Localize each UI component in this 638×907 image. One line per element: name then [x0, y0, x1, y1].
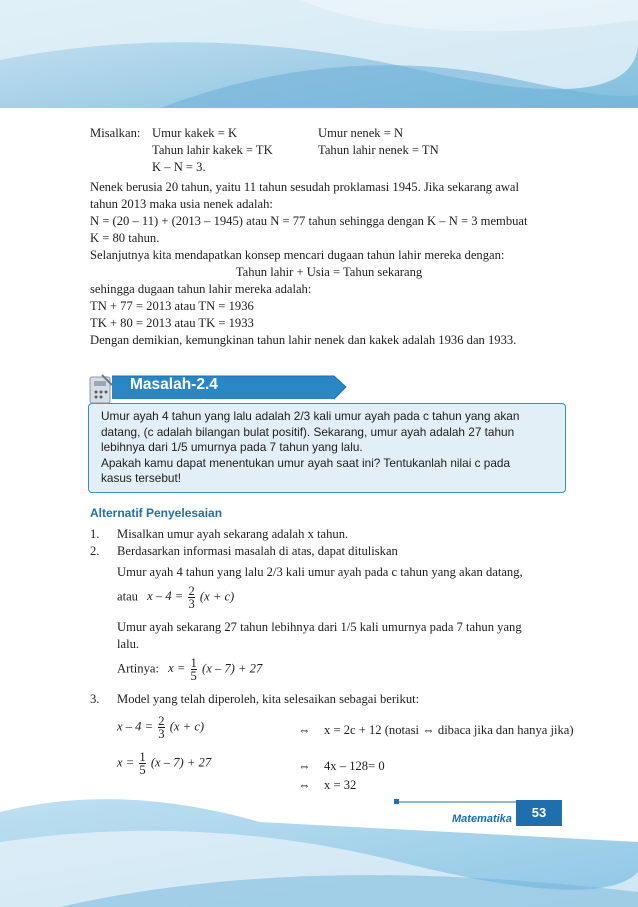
m2-numerator: 1: [139, 750, 146, 764]
kakek-lahir: Tahun lahir kakek = TK: [152, 143, 273, 157]
misalkan-row-2: [90, 142, 568, 159]
m1-denominator: 3: [158, 727, 165, 741]
step-3-number: 3.: [90, 692, 100, 706]
step-1: [90, 526, 568, 543]
eq1-left: x – 4 =: [147, 589, 184, 604]
eq1-fraction: [188, 585, 194, 610]
m3-iff: ⇔: [298, 778, 311, 792]
nenek-lahir: Tahun lahir nenek = TN: [318, 143, 439, 157]
kakek-umur: Umur kakek = K: [152, 126, 238, 140]
p1-line4: K = 80 tahun.: [90, 231, 160, 245]
masalah-line1: Umur ayah 4 tahun yang lalu adalah 2/3 kali umur ayah pada c tahun yang akan: [101, 409, 520, 423]
step-1-text: Misalkan umur ayah sekarang adalah x tahun.: [117, 527, 349, 541]
eq2-fraction: [191, 657, 197, 682]
eq2-left: x =: [168, 661, 186, 676]
p3-line4: Dengan demikian, kemungkinan tahun lahir nenek dan kakek adalah 1936 dan 1933.: [90, 333, 517, 347]
atau-label: atau: [117, 589, 138, 604]
masalah-line3: lebihnya dari 1/5 umurnya pada 7 tahun yang lalu.: [101, 440, 363, 455]
m1-left: x – 4 =: [117, 719, 154, 734]
equation-1: [90, 585, 568, 615]
m1-right: (x + c): [169, 719, 205, 734]
eq1-denominator: 3: [188, 597, 195, 611]
nenek-umur: Umur nenek = N: [318, 126, 404, 140]
eq2-denominator: 5: [190, 669, 197, 683]
p3-line3: TK + 80 = 2013 atau TK = 1933: [90, 316, 254, 330]
masalah-content-box: [88, 403, 566, 493]
math-tools-icon: [88, 373, 114, 407]
step-3-text: Model yang telah diperoleh, kita selesaikan sebagai berikut:: [117, 692, 420, 706]
step-2: [90, 543, 568, 560]
misalkan-label: Misalkan:: [90, 126, 141, 140]
m2-denominator: 5: [139, 763, 146, 777]
alternatif-title: Alternatif Penyelesaian: [90, 506, 223, 520]
m2-fraction: [139, 751, 145, 776]
p1-line1: Nenek berusia 20 tahun, yaitu 11 tahun sesudah proklamasi 1945. Jika sekarang awal: [90, 180, 520, 194]
m1-numerator: 2: [158, 714, 165, 728]
misalkan-row-3: [90, 159, 568, 176]
m2-result: 4x – 128= 0: [324, 759, 385, 773]
selisih: K – N = 3.: [152, 160, 206, 174]
step-3: [90, 691, 568, 708]
footer-label: Matematika: [452, 813, 512, 825]
solution-steps: [90, 526, 574, 794]
m2-right: (x – 7) + 27: [150, 755, 212, 770]
masalah-line5: kasus tersebut!: [101, 471, 181, 486]
eq2-right: (x – 7) + 27: [202, 661, 263, 676]
p3-line2: TN + 77 = 2013 atau TN = 1936: [90, 299, 254, 313]
page-number: 53: [516, 800, 562, 826]
masalah-line4: Apakah kamu dapat menentukan umur ayah saat ini? Tentukanlah nilai c pada: [101, 455, 511, 470]
step-2a: Umur ayah 4 tahun yang lalu 2/3 kali umur ayah pada c tahun yang akan datang,: [117, 565, 523, 579]
masalah-line2: datang, (c adalah bilangan bulat positif). Sekarang, umur ayah adalah 27 tahun: [101, 424, 515, 439]
m2-left: x =: [117, 755, 135, 770]
eq1-numerator: 2: [188, 584, 195, 598]
step-2b-line2: lalu.: [117, 637, 140, 651]
masalah-title: Masalah-2.4: [130, 376, 218, 393]
m2-iff: ⇔: [298, 759, 311, 773]
model-line-1: [90, 711, 574, 741]
eq1-right: (x + c): [199, 589, 235, 604]
step-2-text: Berdasarkan informasi masalah di atas, dapat dituliskan: [117, 544, 398, 558]
header-decoration: [0, 0, 638, 108]
masalah-box: [88, 373, 570, 493]
step-2-number: 2.: [90, 544, 100, 558]
misalkan-row-1: [90, 125, 568, 142]
step-2b-line1: Umur ayah sekarang 27 tahun lebihnya dari 1/5 kali umurnya pada 7 tahun yang: [117, 620, 522, 634]
model-line-2: [90, 747, 568, 777]
equation-2: [90, 657, 568, 687]
masalah-text: [101, 409, 557, 487]
m3-result: x = 32: [324, 778, 357, 792]
p2-line1: Selanjutnya kita mendapatkan konsep mencari dugaan tahun lahir mereka dengan:: [90, 248, 505, 262]
main-content: [90, 125, 568, 349]
m1-iff: ⇔: [298, 723, 311, 737]
artinya-label: Artinya:: [117, 661, 159, 676]
eq2-numerator: 1: [190, 656, 197, 670]
p1-line3: N = (20 – 11) + (2013 – 1945) atau N = 77 tahun sehingga dengan K – N = 3 membuat: [90, 214, 528, 228]
m1-equation: [117, 715, 204, 740]
formula: Tahun lahir + Usia = Tahun sekarang: [235, 265, 423, 279]
m1-fraction: [158, 715, 164, 740]
p3-line1: sehingga dugaan tahun lahir mereka adalah:: [90, 282, 312, 296]
m2-equation: [117, 751, 211, 776]
m1-result: x = 2c + 12 (notasi ⇔ dibaca jika dan hanya jika): [324, 723, 574, 737]
step-1-number: 1.: [90, 527, 100, 541]
p1-line2: tahun 2013 maka usia nenek adalah:: [90, 197, 273, 211]
